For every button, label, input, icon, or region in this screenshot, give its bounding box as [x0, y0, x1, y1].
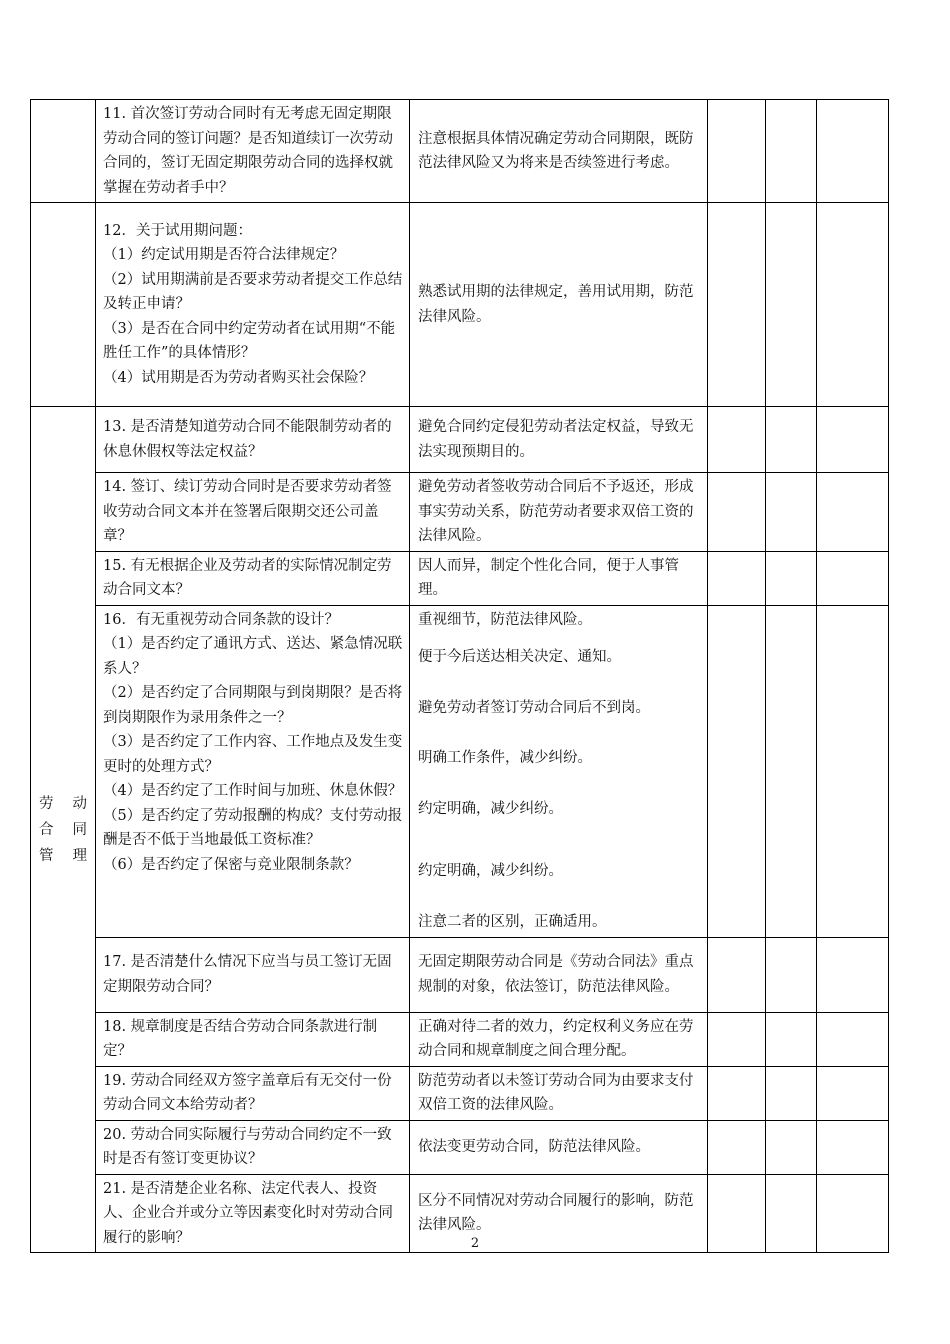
check-cell [708, 1120, 766, 1174]
check-cell [817, 605, 889, 937]
check-cell [708, 473, 766, 552]
check-cell [708, 203, 766, 407]
check-cell [817, 473, 889, 552]
check-cell [708, 605, 766, 937]
category-cell-empty [31, 203, 96, 407]
check-cell [766, 203, 817, 407]
answer-cell: 避免劳动者签收劳动合同后不予返还，形成事实劳动关系，防范劳动者要求双倍工资的法律风险。 [410, 473, 708, 552]
answer-cell: 避免合同约定侵犯劳动者法定权益，导致无法实现预期目的。 [410, 407, 708, 473]
question-cell: 11. 首次签订劳动合同时有无考虑无固定期限劳动合同的签订问题？是否知道续订一次劳动合同的，签订无固定期限劳动合同的选择权就掌握在劳动者手中？ [96, 100, 410, 203]
check-cell [817, 1012, 889, 1066]
answer-cell: 重视细节，防范法律风险。 便于今后送达相关决定、通知。 避免劳动者签订劳动合同后不到岗。 明确工作条件，减少纠纷。 约定明确，减少纠纷。 约定明确，减少纠纷。 注意二者的区别，正确适用。 [410, 605, 708, 937]
check-cell [766, 937, 817, 1012]
check-cell [817, 407, 889, 473]
answer-cell: 无固定期限劳动合同是《劳动合同法》重点规制的对象，依法签订，防范法律风险。 [410, 937, 708, 1012]
check-cell [766, 1120, 817, 1174]
table-row [31, 203, 889, 407]
table-row [31, 605, 889, 937]
check-cell [708, 1012, 766, 1066]
answer-cell: 因人而异，制定个性化合同，便于人事管理。 [410, 551, 708, 605]
check-cell [817, 937, 889, 1012]
answer-cell: 依法变更劳动合同，防范法律风险。 [410, 1120, 708, 1174]
question-cell: 13. 是否清楚知道劳动合同不能限制劳动者的休息休假权等法定权益？ [96, 407, 410, 473]
category-cell [31, 407, 96, 1253]
check-cell [817, 100, 889, 203]
checklist-table [30, 99, 889, 1253]
answer-cell: 注意根据具体情况确定劳动合同期限，既防范法律风险又为将来是否续签进行考虑。 [410, 100, 708, 203]
answer-cell: 熟悉试用期的法律规定，善用试用期，防范法律风险。 [410, 203, 708, 407]
check-cell [708, 100, 766, 203]
check-cell [817, 203, 889, 407]
table-row [31, 100, 889, 203]
answer-cell: 区分不同情况对劳动合同履行的影响，防范法律风险。 [410, 1174, 708, 1253]
table-row [31, 1012, 889, 1066]
check-cell [817, 1120, 889, 1174]
table-row [31, 1066, 889, 1120]
table-row [31, 551, 889, 605]
question-cell: 20. 劳动合同实际履行与劳动合同约定不一致时是否有签订变更协议？ [96, 1120, 410, 1174]
check-cell [766, 473, 817, 552]
question-cell: 15. 有无根据企业及劳动者的实际情况制定劳动合同文本？ [96, 551, 410, 605]
answer-cell: 防范劳动者以未签订劳动合同为由要求支付双倍工资的法律风险。 [410, 1066, 708, 1120]
check-cell [708, 407, 766, 473]
question-cell: 16．有无重视劳动合同条款的设计？ （1）是否约定了通讯方式、送达、紧急情况联系人？ （2）是否约定了合同期限与到岗期限？是否将到岗期限作为录用条件之一？ （3）是否约定了工作内容、工作地点及发生变更时的处理方式？ （4）是否约定了工作时间与加班、休息休假？ （5）是否约定了劳动报酬的构成？支付劳动报酬是否不低于当地最低工资标准？ （6）是否约定了保密与竞业限制条款？ [96, 605, 410, 937]
question-cell: 14. 签订、续订劳动合同时是否要求劳动者签收劳动合同文本并在签署后限期交还公司盖章？ [96, 473, 410, 552]
check-cell [708, 1066, 766, 1120]
table-row [31, 1120, 889, 1174]
check-cell [708, 937, 766, 1012]
question-cell: 17. 是否清楚什么情况下应当与员工签订无固定期限劳动合同？ [96, 937, 410, 1012]
check-cell [817, 551, 889, 605]
check-cell [817, 1066, 889, 1120]
question-cell: 12．关于试用期问题： （1）约定试用期是否符合法律规定？ （2）试用期满前是否要求劳动者提交工作总结及转正申请？ （3）是否在合同中约定劳动者在试用期“不能胜任工作”的具体情形？ （4）试用期是否为劳动者购买社会保险？ [96, 203, 410, 407]
table-row [31, 407, 889, 473]
check-cell [766, 100, 817, 203]
check-cell [766, 1012, 817, 1066]
page-number: 2 [470, 1236, 480, 1251]
answer-cell: 正确对待二者的效力，约定权利义务应在劳动合同和规章制度之间合理分配。 [410, 1012, 708, 1066]
question-cell: 19. 劳动合同经双方签字盖章后有无交付一份劳动合同文本给劳动者？ [96, 1066, 410, 1120]
check-cell [708, 551, 766, 605]
table-row [31, 473, 889, 552]
question-cell: 18. 规章制度是否结合劳动合同条款进行制定？ [96, 1012, 410, 1066]
check-cell [766, 1066, 817, 1120]
category-label: 劳动 合同 管理 [39, 795, 87, 864]
question-cell: 21. 是否清楚企业名称、法定代表人、投资人、企业合并或分立等因素变化时对劳动合同履行的影响？ [96, 1174, 410, 1253]
check-cell [766, 551, 817, 605]
category-cell-empty [31, 100, 96, 203]
table-row [31, 937, 889, 1012]
check-cell [766, 605, 817, 937]
check-cell [766, 407, 817, 473]
